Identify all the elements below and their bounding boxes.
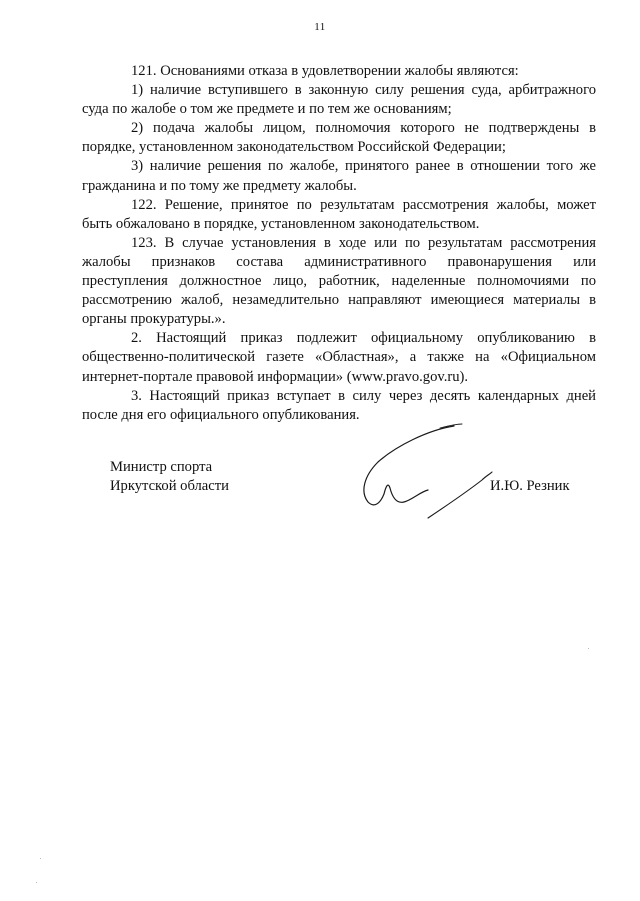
signer-name: И.Ю. Резник xyxy=(490,478,570,494)
paragraph-123: 123. В случае установления в ходе или по результатам рассмотрения жалобы признаков состава административного правонарушения или преступления должностное лицо, работник, наделенные полномочиями по рассмотрению жалоб, незамедлительно направляют имеющиеся материалы в органы прокуратуры.». xyxy=(82,234,596,328)
scan-speck xyxy=(36,882,37,883)
paragraph-121-item-1: 1) наличие вступившего в законную силу решения суда, арбитражного суда по жалобе о том же предмете и по тем же основаниям; xyxy=(82,82,596,118)
signer-position-line-1: Министр спорта xyxy=(110,459,213,475)
document-body xyxy=(82,62,596,425)
paragraph-121: 121. Основаниями отказа в удовлетворении жалобы являются: xyxy=(131,63,519,79)
page-number: 11 xyxy=(314,21,326,33)
paragraph-121-item-2: 2) подача жалобы лицом, полномочия которого не подтверждены в порядке, установленном законодательством Российской Федерации; xyxy=(82,120,596,156)
paragraph-121-item-3: 3) наличие решения по жалобе, принятого ранее в отношении того же гражданина и по тому же предмету жалобы. xyxy=(82,158,596,194)
clause-3-effective-date: 3. Настоящий приказ вступает в силу через десять календарных дней после дня его официального опубликования. xyxy=(82,387,596,423)
paragraph-122: 122. Решение, принятое по результатам рассмотрения жалобы, может быть обжаловано в порядке, установленном законодательством. xyxy=(82,196,596,232)
scan-speck xyxy=(40,858,41,859)
handwritten-signature xyxy=(358,418,498,528)
signer-position xyxy=(110,458,229,496)
scan-speck xyxy=(588,648,589,649)
signer-position-line-2: Иркутской области xyxy=(110,478,229,495)
clause-2-publication: 2. Настоящий приказ подлежит официальному опубликованию в общественно-политической газете «Областная», а также на «Официальном интернет-портале правовой информации» (www.pravo.gov.ru). xyxy=(82,330,596,385)
